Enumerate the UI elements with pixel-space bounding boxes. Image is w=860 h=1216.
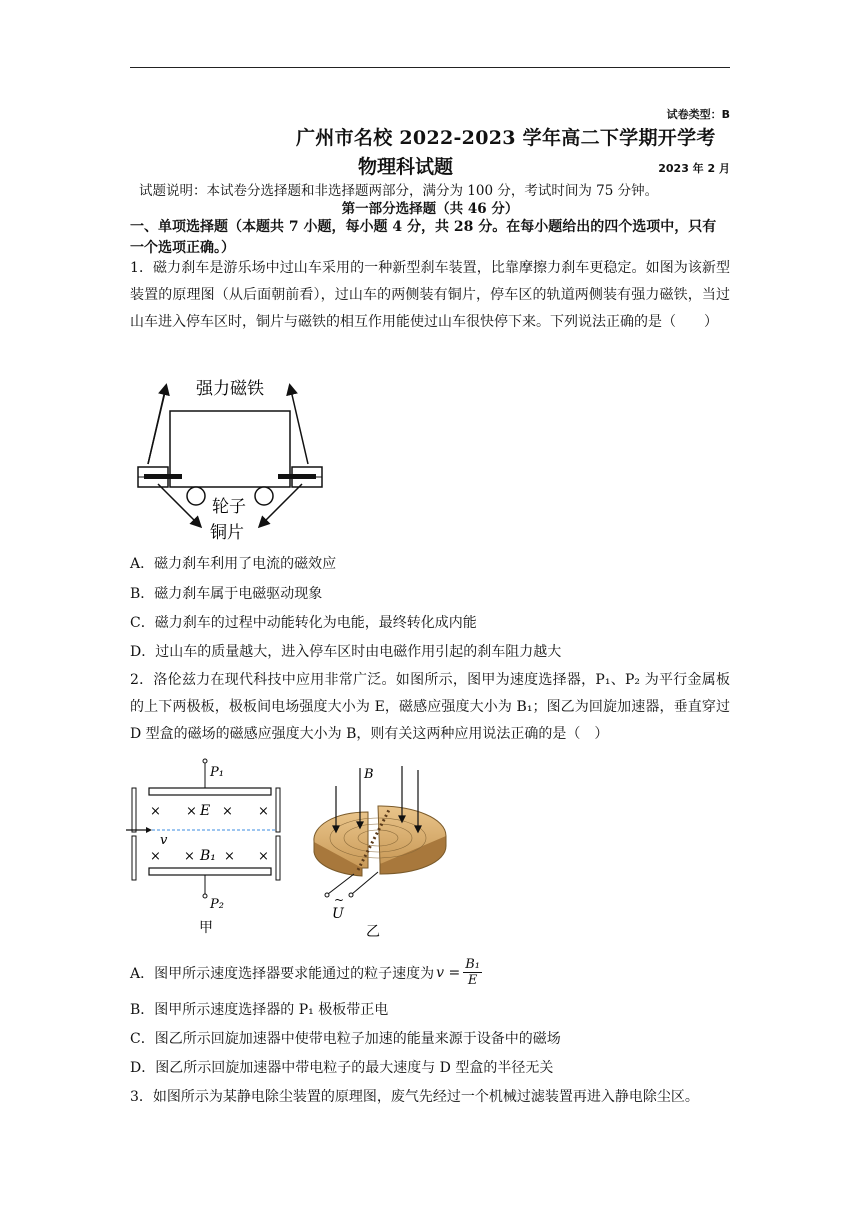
b-label: B bbox=[364, 767, 374, 782]
q3-stem: 3．如图所示为某静电除尘装置的原理图，废气先经过一个机械过滤装置再进入静电除尘区。 bbox=[130, 1089, 699, 1105]
exam-title: 广州市名校 2022-2023 学年高二下学期开学考 bbox=[296, 127, 716, 149]
formula-numerator: B₁ bbox=[465, 957, 480, 972]
header-rule bbox=[130, 67, 730, 68]
q1-option-a: A．磁力刹车利用了电流的磁效应 bbox=[130, 556, 337, 572]
svg-text:×: × bbox=[186, 804, 197, 819]
cyclotron-figure bbox=[306, 764, 454, 944]
svg-text:×: × bbox=[222, 804, 233, 819]
top-plate bbox=[149, 788, 271, 795]
svg-text:×: × bbox=[150, 849, 161, 864]
q2-option-d: D．图乙所示回旋加速器中带电粒子的最大速度与 D 型盒的半径无关 bbox=[130, 1060, 554, 1076]
q2-option-a bbox=[130, 957, 482, 988]
q1-figure bbox=[130, 372, 330, 544]
q1-option-c: C．磁力刹车的过程中动能转化为电能，最终转化成内能 bbox=[130, 615, 477, 631]
b1-label: B₁ bbox=[200, 848, 216, 864]
q1-stem: 1．磁力刹车是游乐场中过山车采用的一种新型刹车装置，比靠摩擦力刹车更稳定。如图为该新型装置的原理图（从后面朝前看），过山车的两侧装有铜片，停车区的轨道两侧装有强力磁铁，当过山车进入停车区时，铜片与磁铁的相互作用能使过山车很快停下来。下列说法正确的是（ ） bbox=[130, 260, 730, 330]
copper-right bbox=[278, 474, 316, 479]
svg-text:×: × bbox=[224, 849, 235, 864]
p2-label: P₂ bbox=[210, 897, 224, 912]
u-label: U bbox=[332, 906, 344, 922]
copper-left bbox=[144, 474, 182, 479]
car-body bbox=[170, 411, 290, 487]
subject-title: 物理科试题 bbox=[358, 156, 454, 178]
formula-fraction bbox=[463, 957, 482, 988]
svg-text:×: × bbox=[258, 804, 269, 819]
wheel-right bbox=[255, 487, 273, 505]
wheel-label: 轮子 bbox=[212, 497, 246, 517]
q2-option-a-text: A．图甲所示速度选择器要求能通过的粒子速度为 bbox=[130, 965, 435, 982]
svg-text:×: × bbox=[150, 804, 161, 819]
q2-option-c: C．图乙所示回旋加速器中使带电粒子加速的能量来源于设备中的磁场 bbox=[130, 1031, 561, 1047]
wheel-left bbox=[187, 487, 205, 505]
paper-type: 试卷类型：B bbox=[666, 108, 730, 121]
p1-label: P₁ bbox=[210, 765, 224, 780]
svg-text:×: × bbox=[184, 849, 195, 864]
section-title: 一、单项选择题（本题共 7 小题，每小题 4 分，共 28 分。在每小题给出的四个选项中，只有一个选项正确。） bbox=[130, 219, 717, 256]
part-title: 第一部分选择题（共 46 分） bbox=[341, 201, 519, 217]
e-label: E bbox=[200, 803, 211, 819]
q1-option-b: B．磁力刹车属于电磁驱动现象 bbox=[130, 586, 323, 602]
jia-label: 甲 bbox=[199, 920, 213, 936]
exam-date: 2023 年 2 月 bbox=[658, 162, 730, 175]
bottom-plate bbox=[149, 868, 271, 875]
q2-stem: 2．洛伦兹力在现代科技中应用非常广泛。如图所示，图甲为速度选择器，P₁、P₂ 为平行金属板的上下两极板，极板间电场强度大小为 E，磁感应强度大小为 B₁；图乙为回旋加速器，垂直穿过 D 型盒的磁场的磁感应强度大小为 B，则有关这两种应用说法正确的是（ ） bbox=[130, 672, 730, 742]
svg-text:~: ~ bbox=[334, 893, 345, 907]
v-label: v bbox=[160, 833, 168, 848]
svg-text:×: × bbox=[258, 849, 269, 864]
q1-option-d: D．过山车的质量越大，进入停车区时由电磁作用引起的刹车阻力越大 bbox=[130, 644, 562, 660]
yi-label: 乙 bbox=[366, 924, 380, 940]
formula-lhs: v = bbox=[436, 964, 461, 981]
formula-denominator: E bbox=[467, 973, 478, 988]
velocity-selector-figure bbox=[126, 758, 286, 938]
instructions: 试题说明：本试卷分选择题和非选择题两部分，满分为 100 分，考试时间为 75 分钟。 bbox=[139, 183, 659, 199]
q2-option-b: B．图甲所示速度选择器的 P₁ 极板带正电 bbox=[130, 1002, 389, 1018]
magnet-label: 强力磁铁 bbox=[196, 379, 264, 399]
copper-label: 铜片 bbox=[210, 523, 244, 543]
